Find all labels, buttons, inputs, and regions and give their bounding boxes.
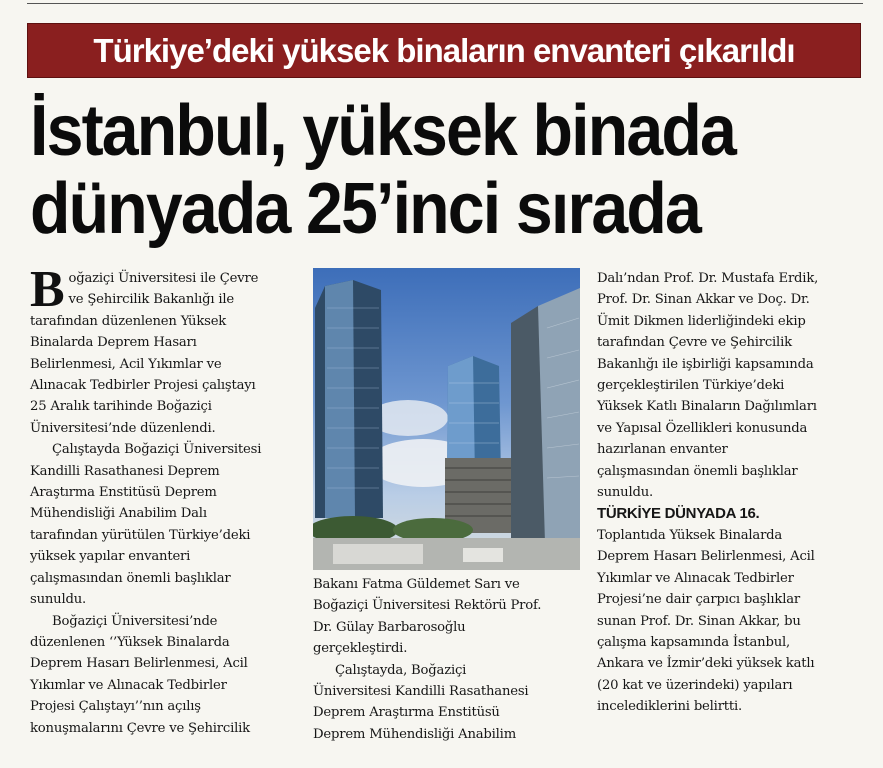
text-line: çalışmasından önemli başlıklar <box>30 570 231 586</box>
section-subhead: TÜRKİYE DÜNYADA 16. <box>597 505 760 523</box>
text-line: Deprem Mühendisliği Anabilim <box>313 726 517 742</box>
text-line: oğaziçi Üniversitesi ile Çevre <box>68 271 259 286</box>
text-line: ve Şehircilik Bakanlığı ile <box>68 292 235 308</box>
text-line: Mühendisliği Anabilim Dalı <box>30 506 207 522</box>
text-line: hazırlanan envanter <box>597 442 728 458</box>
text-line: Boğaziçi Üniversitesi’nde <box>52 613 218 629</box>
text-line: incelediklerini belirtti. <box>597 699 743 715</box>
skyscraper-photo <box>313 268 580 570</box>
text-line: yüksek yapılar envanteri <box>30 549 191 565</box>
text-line: sunuldu. <box>30 592 86 608</box>
text-line: Yüksek Katlı Binaların Dağılımları <box>597 399 817 415</box>
kicker-banner <box>27 23 861 78</box>
text-line: Ankara ve İzmir’deki yüksek katlı <box>597 656 815 672</box>
text-line: çalışmasından önemli başlıklar <box>597 463 798 479</box>
text-line: Dr. Gülay Barbarosoğlu <box>313 619 466 635</box>
text-line: Ümit Dikmen liderliğindeki ekip <box>597 313 806 329</box>
text-line: Projesi Çalıştayı’’nın açılış <box>30 699 201 715</box>
text-line: Kandilli Rasathanesi Deprem <box>30 463 220 479</box>
text-line: Çalıştayda, Boğaziçi <box>335 662 467 678</box>
text-line: Deprem Araştırma Enstitüsü <box>313 705 500 721</box>
text-line: tarafından yürütülen Türkiye’deki <box>30 527 251 543</box>
text-line: gerçekleştirdi. <box>313 641 408 657</box>
text-line: Boğaziçi Üniversitesi Rektörü Prof. <box>313 598 542 614</box>
kicker-text: Türkiye’deki yüksek binaların envanteri çıkarıldı <box>93 31 795 69</box>
text-line: Üniversitesi Kandilli Rasathanesi <box>313 684 529 700</box>
text-line: Araştırma Enstitüsü Deprem <box>30 485 217 501</box>
text-line: Alınacak Tedbirler Projesi çalıştayı <box>30 378 256 394</box>
drop-cap: B <box>30 261 65 318</box>
headline-line-1: İstanbul, yüksek binada <box>30 91 735 171</box>
article-column-1 <box>30 261 300 739</box>
text-line: tarafından Çevre ve Şehircilik <box>597 335 792 351</box>
text-line: Toplantıda Yüksek Binalarda <box>597 527 783 543</box>
text-line: Belirlenmesi, Acil Yıkımlar ve <box>30 356 222 372</box>
text-line: ve Yapısal Özellikleri konusunda <box>597 420 808 436</box>
text-line: (20 kat ve üzerindeki) yapıları <box>597 677 793 693</box>
text-line: Binalarda Deprem Hasarı <box>30 335 197 351</box>
text-line: Yıkımlar ve Alınacak Tedbirler <box>30 677 227 693</box>
text-line: sunuldu. <box>597 485 653 501</box>
text-line: tarafından düzenlenen Yüksek <box>30 313 227 329</box>
article-column-2 <box>313 574 583 745</box>
text-line: Üniversitesi’nde düzenlendi. <box>30 420 216 436</box>
text-line: Prof. Dr. Sinan Akkar ve Doç. Dr. <box>597 292 810 308</box>
text-line: gerçekleştirilen Türkiye’deki <box>597 378 785 394</box>
text-line: Dalı’ndan Prof. Dr. Mustafa Erdik, <box>597 271 819 286</box>
skyscraper-illustration <box>313 268 580 570</box>
top-rule <box>27 3 863 4</box>
text-line: Deprem Hasarı Belirlenmesi, Acil <box>30 656 248 672</box>
text-line: çalışma kapsamında İstanbul, <box>597 634 791 650</box>
text-line: konuşmalarını Çevre ve Şehircilik <box>30 720 250 736</box>
text-line: düzenlenen ‘’Yüksek Binalarda <box>30 634 230 650</box>
text-line: Yıkımlar ve Alınacak Tedbirler <box>597 570 794 586</box>
article-column-3 <box>597 268 867 718</box>
text-line: sunan Prof. Dr. Sinan Akkar, bu <box>597 613 801 629</box>
text-line: Çalıştayda Boğaziçi Üniversitesi <box>52 442 262 458</box>
text-line: Bakanlığı ile işbirliği kapsamında <box>597 356 814 372</box>
text-line: 25 Aralık tarihinde Boğaziçi <box>30 399 212 415</box>
headline <box>30 92 803 248</box>
headline-line-2: dünyada 25’inci sırada <box>30 169 701 249</box>
text-line: Deprem Hasarı Belirlenmesi, Acil <box>597 549 815 565</box>
text-line: Bakanı Fatma Güldemet Sarı ve <box>313 577 520 592</box>
text-line: Projesi’ne dair çarpıcı başlıklar <box>597 592 800 608</box>
